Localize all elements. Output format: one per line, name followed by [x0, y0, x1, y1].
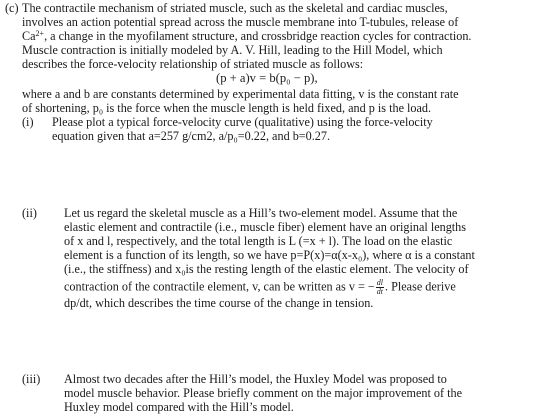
calcium-charge: 2+ [35, 29, 45, 38]
part-c-line-4: Muscle contraction is initially modeled by A. V. Hill, leading to the Hill Model, which [22, 43, 443, 57]
part-iii-line-1: Almost two decades after the Hill’s model, the Huxley Model was proposed to [64, 372, 447, 386]
calcium-symbol: Ca [22, 29, 36, 43]
part-c-label: (c) [5, 1, 19, 15]
part-c-line-6: where a and b are constants determined by experimental data fitting, v is the constant rate [22, 87, 459, 101]
sub-i-label: (i) [22, 115, 34, 129]
part-ii-line-4: element is a function of its length, so we have p=P(x)=α(x-x₀), where α is a constant [64, 248, 475, 262]
part-ii-line-5: (i.e., the stiffness) and x₀is the resting length of the elastic element. The velocity of [64, 262, 469, 276]
part-c-line-1: The contractile mechanism of striated muscle, such as the skeletal and cardiac muscles, [22, 1, 448, 15]
velocity-expression: contraction of the contractile element, v, can be written as v = − [64, 279, 375, 294]
fraction-denominator: dt [376, 287, 383, 296]
dl-dt-fraction [376, 279, 384, 296]
part-c-line-3-rest: , a change in the myofilament structure, and crossbridge reaction cycles for contraction. [44, 29, 472, 43]
sub-i-line-1: Please plot a typical force-velocity curve (qualitative) using the force-velocity [52, 115, 433, 129]
part-ii-line-6 [64, 279, 456, 296]
hill-equation: (p + a)v = b(p₀ − p), [216, 71, 318, 85]
part-ii-line-2: elastic element and contractile (i.e., muscle fiber) element have an original lengths [64, 220, 467, 234]
derive-instruction: . Please derive [385, 279, 456, 294]
fraction-numerator: dl [376, 278, 383, 287]
part-c-line-7: of shortening, p₀ is the force when the muscle length is held fixed, and p is the load. [22, 101, 432, 115]
part-iii-line-3: Huxley model compared with the Hill’s model. [64, 400, 294, 414]
part-c-line-2: involves an action potential spread across the muscle membrane into T-tubules, release of [22, 15, 459, 29]
part-ii-line-7: dp/dt, which describes the time course of the change in tension. [64, 296, 374, 310]
part-c-line-3 [22, 30, 471, 44]
part-ii-label: (ii) [22, 206, 37, 220]
part-ii-line-3: of x and l, respectively, and the total length is L (=x + l). The load on the elastic [64, 234, 453, 248]
part-iii-line-2: model muscle behavior. Please briefly comment on the major improvement of the [64, 386, 463, 400]
part-iii-label: (iii) [22, 372, 41, 386]
sub-i-line-2: equation given that a=257 g/cm2, a/p₀=0.22, and b=0.27. [52, 129, 331, 143]
part-ii-line-1: Let us regard the skeletal muscle as a Hill’s two-element model. Assume that the [64, 206, 458, 220]
part-c-line-5: describes the force-velocity relationship of striated muscle as follows: [22, 57, 364, 71]
